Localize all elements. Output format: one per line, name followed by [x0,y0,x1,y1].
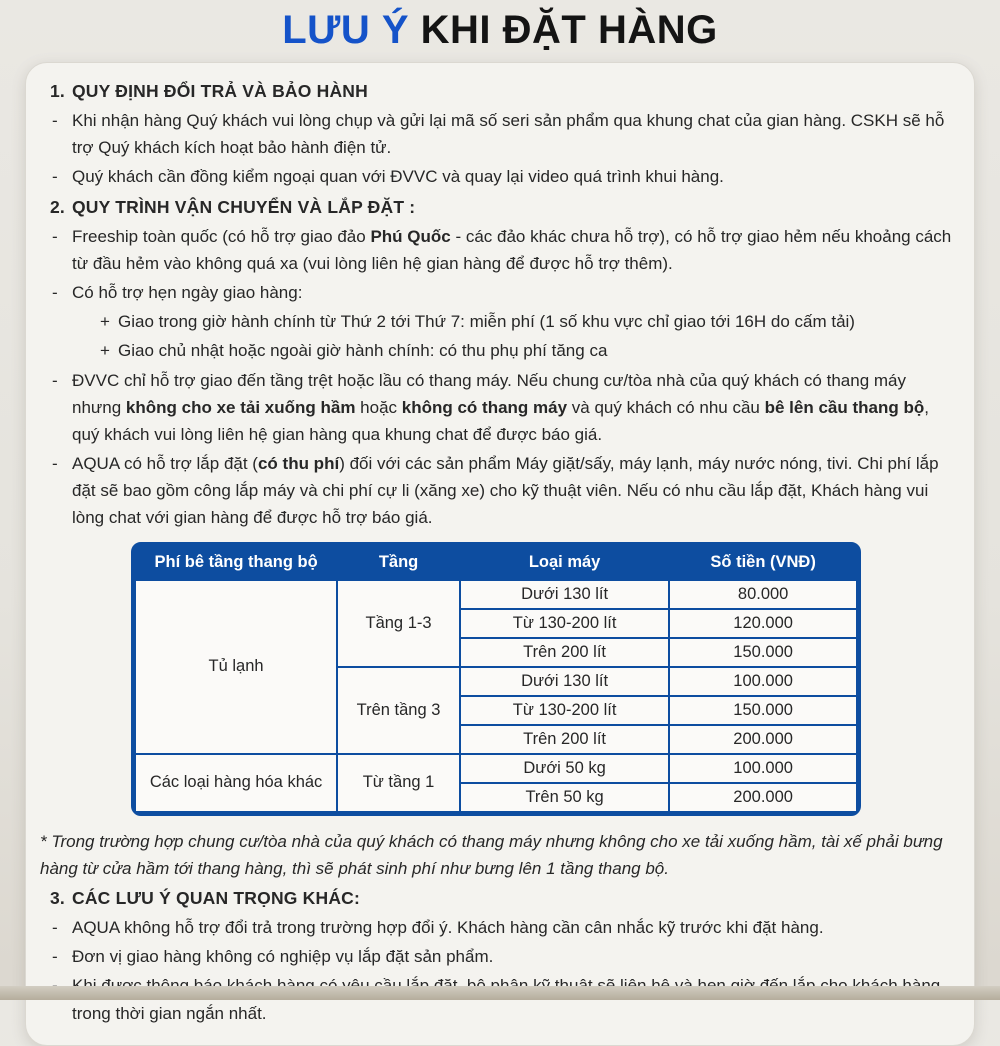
section-heading [40,193,952,221]
price-table-header [135,546,857,580]
machine-type-cell: Dưới 130 lít [460,667,669,696]
table-row [135,754,857,783]
block-text: AQUA không hỗ trợ đổi trả trong trường hợp đổi ý. Khách hàng cần cân nhắc kỹ trước khi đặt hàng. [72,918,824,937]
floor-cell: Tầng 1-3 [337,580,460,667]
list-marker: - [52,454,58,474]
machine-type-cell: Trên 50 kg [460,783,669,812]
floor-cell: Trên tầng 3 [337,667,460,754]
machine-type-cell: Dưới 130 lít [460,580,669,609]
list-marker: 1. [50,81,65,101]
block-text: CÁC LƯU Ý QUAN TRỌNG KHÁC: [72,888,361,908]
price-table-body [135,580,857,812]
list-marker: 3. [50,888,65,908]
bullet-item [40,107,952,161]
price-table [131,542,861,816]
column-header: Phí bê tầng thang bộ [135,546,337,580]
block-text: AQUA có hỗ trợ lắp đặt (có thu phí) đối với các sản phẩm Máy giặt/sấy, máy lạnh, máy nước nóng, tivi. Chi phí lắp đặt sẽ bao gồm công lắp máy và chi phí cự li (xăng xe) cho kỹ thuật viên. Nếu có nhu cầu lắp đặt, Khách hàng vui lòng chat với gian hàng để được hỗ trợ báo giá. [72,454,939,528]
floor-strip [0,986,1000,1000]
title-accent: LƯU Ý [282,8,410,52]
price-table-grid [134,545,858,813]
block-text: QUY ĐỊNH ĐỔI TRẢ VÀ BẢO HÀNH [72,81,368,101]
section-heading [40,884,952,912]
group-cell: Tủ lạnh [135,580,337,754]
sub-bullet-item [40,308,952,335]
bullet-item [40,163,952,190]
list-marker: + [100,341,110,361]
block-text: Có hỗ trợ hẹn ngày giao hàng: [72,282,303,302]
block-text: Giao trong giờ hành chính từ Thứ 2 tới Thứ 7: miễn phí (1 số khu vực chỉ giao tới 16H do cấm tải) [118,312,855,332]
machine-type-cell: Từ 130-200 lít [460,609,669,638]
block-text: * Trong trường hợp chung cư/tòa nhà của quý khách có thang máy nhưng không cho xe tải xuống hầm, tài xế phải bưng hàng từ cửa hầm tới thang hàng, thì sẽ phát sinh phí như bưng lên 1 tầng thang bộ. [40,831,943,878]
list-marker: 2. [50,196,65,217]
machine-type-cell: Trên 200 lít [460,725,669,754]
page-title [0,0,1000,53]
bullet-item [40,367,952,449]
section-heading [40,77,952,105]
block-text: QUY TRÌNH VẬN CHUYỂN VÀ LẮP ĐẶT : [72,196,416,217]
bullet-item [40,914,952,941]
list-marker: - [52,918,58,937]
machine-type-cell: Dưới 50 kg [460,754,669,783]
sub-bullet-item [40,337,952,364]
block-text: Khi nhận hàng Quý khách vui lòng chụp và gửi lại mã số seri sản phẩm qua khung chat của gian hàng. CSKH sẽ hỗ trợ Quý khách kích hoạt bảo hành điện tử. [72,111,945,158]
machine-type-cell: Từ 130-200 lít [460,696,669,725]
notes-content [40,77,952,1027]
group-cell: Các loại hàng hóa khác [135,754,337,812]
bullet-item [40,279,952,306]
notes-card [25,62,975,1046]
block-text: Quý khách cần đồng kiểm ngoại quan với ĐVVC và quay lại video quá trình khui hàng. [72,167,724,187]
block-text: Đơn vị giao hàng không có nghiệp vụ lắp đặt sản phẩm. [72,947,494,967]
column-header: Tầng [337,546,460,580]
list-marker: - [52,282,58,302]
price-cell: 150.000 [669,638,857,667]
machine-type-cell: Trên 200 lít [460,638,669,667]
block-text: trong thời gian ngắn nhất. [72,1003,267,1023]
bullet-item [40,450,952,532]
list-marker: - [52,167,58,187]
title-rest: KHI ĐẶT HÀNG [409,8,718,52]
footnote [40,828,952,882]
price-cell: 200.000 [669,783,857,812]
list-marker: - [52,111,58,130]
price-cell: 200.000 [669,725,857,754]
column-header: Số tiền (VNĐ) [669,546,857,580]
price-cell: 80.000 [669,580,857,609]
list-marker: + [100,312,110,332]
price-cell: 100.000 [669,667,857,696]
list-marker: - [52,947,58,967]
price-cell: 100.000 [669,754,857,783]
list-marker: - [52,370,58,390]
block-text: ĐVVC chỉ hỗ trợ giao đến tầng trệt hoặc lầu có thang máy. Nếu chung cư/tòa nhà của quý khách có thang máy nhưng không cho xe tải xuống hầm hoặc không có thang máy và quý khách có nhu cầu bê lên cầu thang bộ, quý khách vui lòng liên hệ gian hàng qua khung chat để được báo giá. [72,370,929,444]
floor-cell: Từ tầng 1 [337,754,460,812]
block-text: Giao chủ nhật hoặc ngoài giờ hành chính: có thu phụ phí tăng ca [118,341,608,361]
price-cell: 150.000 [669,696,857,725]
block-text: Freeship toàn quốc (có hỗ trợ giao đảo Phú Quốc - các đảo khác chưa hỗ trợ), có hỗ trợ giao hẻm nếu khoảng cách từ đầu hẻm vào không quá xa (vui lòng liên hệ gian hàng để được hỗ trợ thêm). [72,226,952,273]
list-marker: - [52,226,58,246]
table-row [135,580,857,609]
column-header: Loại máy [460,546,669,580]
bullet-item [40,223,952,277]
price-cell: 120.000 [669,609,857,638]
bullet-item [40,943,952,970]
